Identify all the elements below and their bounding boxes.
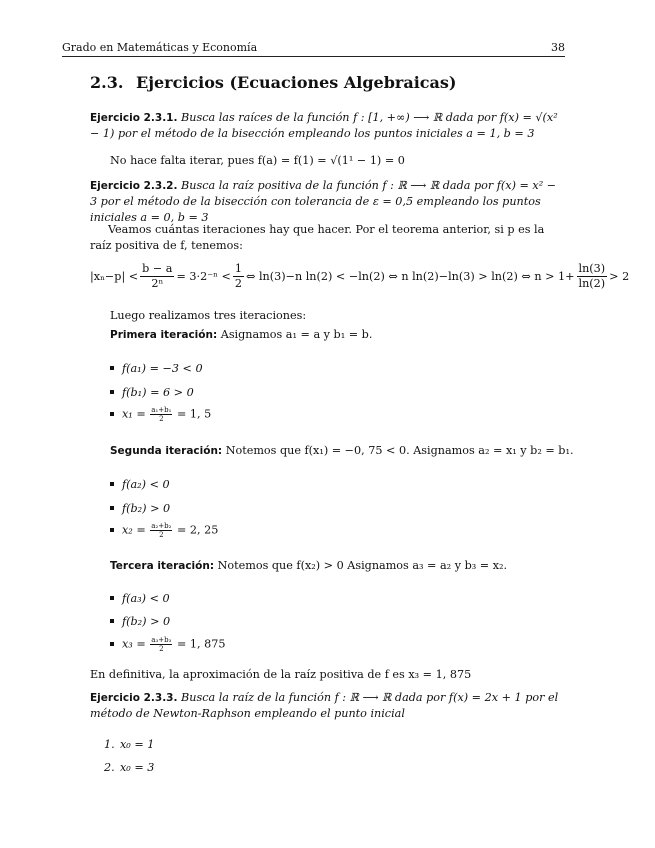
- x1-fraction: [150, 406, 172, 423]
- list-item: [110, 522, 218, 539]
- page-number: 38: [551, 41, 565, 54]
- exercise-1: [90, 110, 565, 142]
- exercise-3-head: Ejercicio 2.3.3.: [90, 692, 178, 704]
- bullet: [110, 412, 114, 416]
- eq-fraction-3-numerator: ln(3): [578, 262, 606, 275]
- iteration-2: [110, 444, 574, 457]
- list-item: [110, 478, 170, 491]
- bullet-text: f(a₂) < 0: [122, 478, 170, 491]
- list-item: [110, 362, 203, 375]
- bullet-text: f(b₂) > 0: [122, 502, 171, 515]
- eq-end: > 2: [609, 270, 630, 283]
- exercise-1-head: Ejercicio 2.3.1.: [90, 112, 178, 124]
- exercise-3-statement: Busca la raíz de la función f : ℝ ⟶ ℝ dada por f(x) = 2x + 1 por el método de Newton-Raphson empleando el punto inicial: [90, 691, 559, 720]
- x1-rhs: = 1, 5: [177, 407, 212, 421]
- exercise-2-statement: Busca la raíz positiva de la función f : ℝ ⟶ ℝ dada por f(x) = x² − 3 por el método de la bisección con tolerancia de ε = 0,5 empleando los puntos iniciales a = 0, b = 3: [90, 179, 557, 224]
- enum-text: x₀ = 3: [120, 761, 155, 774]
- bullet-text: f(a₃) < 0: [122, 592, 170, 605]
- bullet: [110, 528, 114, 532]
- running-header: [62, 41, 565, 54]
- bullet-text: f(a₁) = −3 < 0: [122, 362, 203, 375]
- eq-fraction-2: [233, 262, 244, 291]
- bullet: [110, 642, 114, 646]
- bullet: [110, 366, 114, 370]
- list-item: [104, 761, 154, 774]
- x1-lhs: x₁ =: [122, 407, 146, 421]
- x2-numerator: a₂+b₂: [151, 522, 172, 530]
- bullet: [110, 506, 114, 510]
- x3-denominator: 2: [159, 645, 164, 653]
- bullet-text: f(b₂) > 0: [122, 615, 171, 628]
- x1-numerator: a₁+b₁: [151, 406, 172, 414]
- section-number: 2.3.: [90, 73, 124, 92]
- eq-fraction-2-numerator: 1: [234, 262, 243, 275]
- eq-fraction-1-numerator: b − a: [142, 262, 173, 275]
- iterations-intro: Luego realizamos tres iteraciones:: [110, 309, 307, 322]
- bullet: [110, 390, 114, 394]
- eq-fraction-3-denominator: ln(2): [578, 277, 606, 290]
- enum-text: x₀ = 1: [120, 738, 155, 751]
- exercise-1-answer: No hace falta iterar, pues f(a) = f(1) = √(1¹ − 1) = 0: [110, 154, 405, 167]
- bullet: [110, 482, 114, 486]
- exercise-3: [90, 690, 565, 722]
- x1-denominator: 2: [159, 415, 164, 423]
- eq-fraction-2-denominator: 2: [234, 277, 243, 290]
- enum-number: 2.: [104, 761, 115, 774]
- x3-rhs: = 1, 875: [177, 637, 226, 651]
- iteration-3: [110, 559, 507, 572]
- iteration-2-head: Segunda iteración:: [110, 445, 223, 457]
- exercise-2-head: Ejercicio 2.3.2.: [90, 180, 178, 192]
- eq-middle-1: = 3·2⁻ⁿ <: [176, 270, 231, 283]
- header-rule: [62, 56, 565, 57]
- x3-fraction: [150, 636, 172, 653]
- list-item: [104, 738, 154, 751]
- section-title: Ejercicios (Ecuaciones Algebraicas): [136, 73, 457, 92]
- x2-denominator: 2: [159, 531, 164, 539]
- list-item: [110, 636, 226, 653]
- exercise-2: [90, 178, 565, 226]
- bullet-text: f(b₁) = 6 > 0: [122, 386, 194, 399]
- x3-numerator: a₃+b₃: [151, 636, 172, 644]
- x2-lhs: x₂ =: [122, 523, 146, 537]
- iteration-equation: [90, 262, 629, 291]
- eq-fraction-1-denominator: 2ⁿ: [151, 277, 164, 290]
- iteration-1: [110, 328, 372, 341]
- section-heading: [90, 73, 456, 92]
- list-item: [110, 406, 211, 423]
- exercise-1-statement: Busca las raíces de la función f : [1, +∞) ⟶ ℝ dada por f(x) = √(x² − 1) por el método de la bisección empleando los puntos iniciales a = 1, b = 3: [90, 111, 558, 140]
- conclusion: En definitiva, la aproximación de la raíz positiva de f es x₃ = 1, 875: [90, 668, 472, 681]
- exercise-2-intro: Veamos cuántas iteraciones hay que hacer. Por el teorema anterior, si p es la raíz positiva de f, tenemos:: [90, 223, 545, 252]
- header-title: Grado en Matemáticas y Economía: [62, 41, 258, 54]
- x2-fraction: [150, 522, 172, 539]
- x2-rhs: = 2, 25: [177, 523, 219, 537]
- list-item: [110, 615, 170, 628]
- list-item: [110, 502, 170, 515]
- eq-fraction-1: [140, 262, 174, 291]
- enum-number: 1.: [104, 738, 115, 751]
- eq-left: |xₙ−p| <: [90, 270, 139, 283]
- bullet: [110, 619, 114, 623]
- x3-lhs: x₃ =: [122, 637, 146, 651]
- list-item: [110, 592, 170, 605]
- list-item: [110, 386, 194, 399]
- iteration-3-head: Tercera iteración:: [110, 560, 215, 572]
- iteration-1-head: Primera iteración:: [110, 329, 218, 341]
- bullet: [110, 596, 114, 600]
- iteration-2-text: Notemos que f(x₁) = −0, 75 < 0. Asignamos a₂ = x₁ y b₂ = b₁.: [225, 444, 574, 457]
- iteration-1-text: Asignamos a₁ = a y b₁ = b.: [220, 328, 373, 341]
- eq-fraction-3: [577, 262, 608, 291]
- eq-middle-2: ⇔ ln(3)−n ln(2) < −ln(2) ⇔ n ln(2)−ln(3) > ln(2) ⇔ n > 1+: [246, 270, 575, 283]
- iteration-3-text: Notemos que f(x₂) > 0 Asignamos a₃ = a₂ y b₃ = x₂.: [217, 559, 508, 572]
